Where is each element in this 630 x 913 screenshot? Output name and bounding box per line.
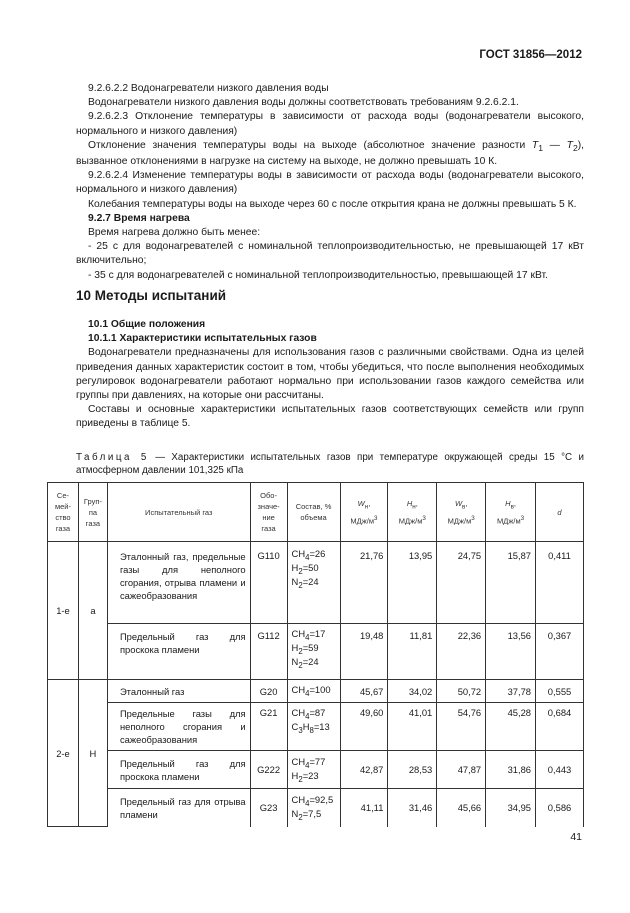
gas-code: G112 xyxy=(250,624,287,680)
header-gas: Испытательный газ xyxy=(107,483,250,542)
value-hi: 28,53 xyxy=(388,751,437,789)
value-hi: 34,02 xyxy=(388,680,437,703)
composition: $CH_4=87$ $C_3H_8=13$ xyxy=(287,703,340,751)
value-ws: 22,36 xyxy=(437,624,486,680)
paragraph: Водонагреватели низкого давления воды должны соответствовать требованиям 9.2.6.2.1. xyxy=(88,97,519,109)
subscript: 1 xyxy=(538,142,543,153)
value-d: 0,367 xyxy=(536,624,584,680)
paragraph: Время нагрева должно быть менее: xyxy=(88,227,261,239)
unit: МДж/м xyxy=(447,516,472,525)
value-d: 0,555 xyxy=(536,680,584,703)
header-wi: $W_н$, МДж/$м^3$ xyxy=(340,483,388,542)
subsection-heading: 10.1.1 Характеристики испытательных газов xyxy=(88,333,317,345)
value-hs: 13,56 xyxy=(486,624,536,680)
table-caption xyxy=(76,451,584,477)
header-code: Обо-значе-ние газа xyxy=(250,483,287,542)
value-ws: 54,76 xyxy=(437,703,486,751)
gas-code: G23 xyxy=(250,789,287,827)
gas-name: Предельный газ для отрыва пламени xyxy=(107,789,250,827)
header-ws: $W_в$, МДж/$м^3$ xyxy=(437,483,486,542)
header-d xyxy=(536,483,584,542)
sup: 3 xyxy=(471,514,475,522)
subscript: 2 xyxy=(572,142,578,153)
sym: W xyxy=(454,499,463,508)
list-item: - 25 с для водонагревателей с номинальной теплопроизводительностью, не превышающей 17 кВт включительно; xyxy=(76,241,584,267)
value-ws: 47,87 xyxy=(437,751,486,789)
value-hs: 45,28 xyxy=(486,703,536,751)
table-row xyxy=(48,624,584,680)
value-d: 0,586 xyxy=(536,789,584,827)
section-text-block xyxy=(76,318,584,432)
symbol-t2: T xyxy=(566,139,573,151)
composition: $CH_4=17$ $H_2=59$ $N_2=24$ xyxy=(287,624,340,680)
header-hi: $H_н$, МДж/$м^3$ xyxy=(388,483,437,542)
body-text-block xyxy=(76,82,584,283)
paragraph: Водонагреватели предназначены для использования газов с различными свойствами. Одна из целей приведения данных характеристик состоит в том, чтобы убедиться, что после выполнения необходимых регулировок водонагреватели работают нормально при использовании газов каждого семейства или группы при давлениях, на которые они рассчитаны. xyxy=(76,347,584,402)
family-cell: 2-е xyxy=(48,680,79,827)
sub: в xyxy=(510,503,514,511)
subsection-heading: 10.1 Общие положения xyxy=(88,319,206,330)
gas-name: Эталонный газ xyxy=(107,680,250,703)
table-row xyxy=(48,751,584,789)
gas-name: Предельные газы для неполного сгорания и сажеобразования xyxy=(107,703,250,751)
caption-text: — Характеристики испытательных газов при температуре окружающей среды 15 °С и атмосферном давлении 101,325 кПа xyxy=(76,452,584,476)
header-composition: Состав, % объема xyxy=(287,483,340,542)
value-hs: 31,86 xyxy=(486,751,536,789)
value-hi: 11,81 xyxy=(388,624,437,680)
value-hi: 31,46 xyxy=(388,789,437,827)
composition: $CH_4=77$ $H_2=23$ xyxy=(287,751,340,789)
list-item: - 35 с для водонагревателей с номинальной теплопроизводительностью, превышающей 17 кВт. xyxy=(88,269,548,281)
gas-name: Эталонный газ, предельные газы для неполного сгорания, отрыва пламени и сажеобразования xyxy=(107,542,250,624)
value-hs: 15,87 xyxy=(486,542,536,624)
value-hi: 41,01 xyxy=(388,703,437,751)
sub: н xyxy=(412,503,416,511)
sub: в xyxy=(462,503,466,511)
value-d: 0,411 xyxy=(536,542,584,624)
text-run: ), вызванное отклонениями в нагрузке на систему на выходе, не должно превышать 10 К. xyxy=(76,139,585,168)
gas-code: G20 xyxy=(250,680,287,703)
symbol-t1: T xyxy=(531,139,539,151)
subsection-heading: 9.2.7 Время нагрева xyxy=(88,212,190,224)
page-number: 41 xyxy=(570,831,582,843)
sup: 3 xyxy=(422,514,426,522)
value-ws: 24,75 xyxy=(437,542,486,624)
sup: 3 xyxy=(520,514,525,522)
gas-code: G21 xyxy=(250,703,287,751)
gas-code: G110 xyxy=(250,542,287,624)
table-row xyxy=(48,542,584,624)
gas-name: Предельный газ для проскока пламени xyxy=(107,624,250,680)
group-cell: H xyxy=(78,680,107,827)
header-family: Се-мей-ство газа xyxy=(48,483,79,542)
section-title: 10 Методы испытаний xyxy=(76,288,227,303)
table-header-row xyxy=(48,483,584,542)
value-wi: 49,60 xyxy=(340,703,388,751)
sub: н xyxy=(364,503,369,511)
header-hs: $H_в$, МДж/$м^3$ xyxy=(486,483,536,542)
gas-name: Предельный газ для проскока пламени xyxy=(107,751,250,789)
paragraph: 9.2.6.2.2 Водонагреватели низкого давления воды xyxy=(88,83,329,94)
group-cell: а xyxy=(78,542,107,680)
unit: МДж/м xyxy=(350,516,375,525)
gas-table xyxy=(47,482,584,827)
sym: H xyxy=(505,499,511,508)
value-wi: 45,67 xyxy=(340,680,388,703)
dash: — xyxy=(542,139,567,151)
value-hs: 34,95 xyxy=(486,789,536,827)
text-run: Отклонение значения температуры воды на выходе (абсолютное значение разности xyxy=(88,139,532,151)
sup: 3 xyxy=(374,514,378,522)
paragraph xyxy=(76,139,584,169)
family-cell: 1-е xyxy=(48,542,79,680)
composition: $CH_4=26$ $H_2=50$ $N_2=24$ xyxy=(287,542,340,624)
value-ws: 45,66 xyxy=(437,789,486,827)
value-wi: 19,48 xyxy=(340,624,388,680)
table-row xyxy=(48,680,584,703)
paragraph: 9.2.6.2.3 Отклонение температуры в зависимости от расхода воды (водонагреватели высокого, нормального и низкого давления) xyxy=(76,111,584,137)
value-hs: 37,78 xyxy=(486,680,536,703)
value-d: 0,443 xyxy=(536,751,584,789)
sym: W xyxy=(357,499,365,508)
value-wi: 41,11 xyxy=(340,789,388,827)
table-label: Таблица 5 xyxy=(76,452,149,463)
gas-code: G222 xyxy=(250,751,287,789)
header-group: Груп-па газа xyxy=(78,483,107,542)
sym: H xyxy=(406,499,413,508)
value-hi: 13,95 xyxy=(388,542,437,624)
value-wi: 21,76 xyxy=(340,542,388,624)
table-row xyxy=(48,703,584,751)
unit: МДж/м xyxy=(398,516,423,525)
value-d: 0,684 xyxy=(536,703,584,751)
paragraph: 9.2.6.2.4 Изменение температуры воды в зависимости от расхода воды (водонагреватели высокого, нормального и низкого давления) xyxy=(76,170,584,196)
unit: МДж/м xyxy=(497,516,521,525)
sym: d xyxy=(557,507,562,517)
document-header: ГОСТ 31856—2012 xyxy=(479,49,582,61)
table-row xyxy=(48,789,584,827)
paragraph: Составы и основные характеристики испытательных газов соответствующих семейств или групп приведены в таблице 5. xyxy=(76,404,584,430)
composition: $CH_4=92,5$ $N_2=7,5$ xyxy=(287,789,340,827)
value-ws: 50,72 xyxy=(437,680,486,703)
paragraph: Колебания температуры воды на выходе через 60 с после открытия крана не должны превышать 5 К. xyxy=(88,198,577,210)
composition: $CH_4=100$ xyxy=(287,680,340,703)
value-wi: 42,87 xyxy=(340,751,388,789)
